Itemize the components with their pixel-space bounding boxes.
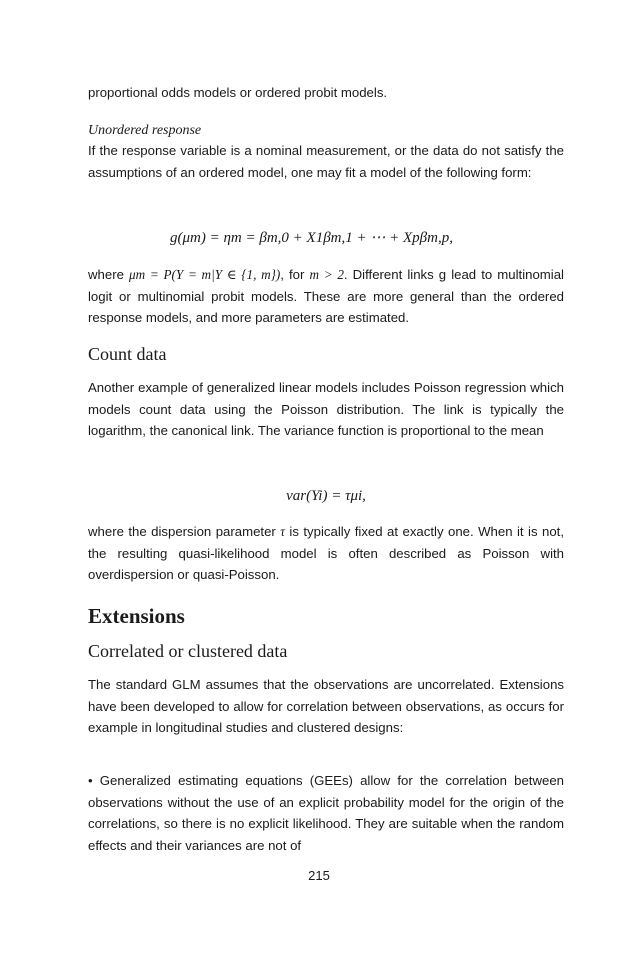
where-lead: where [88, 267, 129, 282]
where-mid: , for [280, 267, 310, 282]
dispersion-paragraph [88, 521, 564, 586]
equation-link-function [170, 227, 570, 249]
where-math-m: m > 2 [309, 267, 344, 282]
equation-variance [88, 485, 564, 507]
count-data-heading: Count data [88, 344, 167, 364]
correlated-data-heading: Correlated or clustered data [88, 641, 288, 661]
where-math-mu: μm = P(Y = m|Y ∈ {1, m}) [129, 267, 281, 282]
count-data-paragraph: Another example of generalized linear models includes Poisson regression which models count data using the Poisson distribution. The link is typically the logarithm, the canonical link. The variance function is proportional to the mean [88, 380, 564, 438]
unordered-response-paragraph: If the response variable is a nominal measurement, or the data do not satisfy the assumptions of an ordered model, one may fit a model of the following form: [88, 143, 564, 180]
where-rest: . Different links g lead to multinomial logit or multinomial probit models. These are more general than the ordered response models, and more parameters are estimated. [88, 267, 564, 325]
equation-variance-text: var(Yi) = τμi, [286, 488, 366, 504]
dispersion-tau: τ [280, 524, 285, 539]
unordered-response-heading: Unordered response [88, 123, 202, 138]
dispersion-rest: is typically fixed at exactly one. When it is not, the resulting quasi-likelihood model is often described as Poisson with overdispersion or quasi-Poisson. [88, 524, 564, 582]
where-paragraph [88, 264, 564, 329]
equation-link-function-text: g(μm) = ηm = βm,0 + X1βm,1 + ⋯ + Xpβm,p, [170, 230, 453, 246]
page-number: 215 [308, 868, 330, 883]
intro-line: proportional odds models or ordered probit models. [88, 85, 388, 100]
extensions-heading: Extensions [88, 604, 185, 628]
dispersion-lead: where the dispersion parameter [88, 524, 281, 539]
correlated-data-paragraph: The standard GLM assumes that the observations are uncorrelated. Extensions have been developed to allow for correlation between observations, as occurs for example in longitudinal studies and clustered designs: [88, 677, 564, 735]
gee-bullet-paragraph: • Generalized estimating equations (GEEs) allow for the correlation between observations without the use of an explicit probability model for the origin of the correlations, so there is no explicit likelihood. They are suitable when the random effects and their variances are not of [88, 773, 564, 853]
